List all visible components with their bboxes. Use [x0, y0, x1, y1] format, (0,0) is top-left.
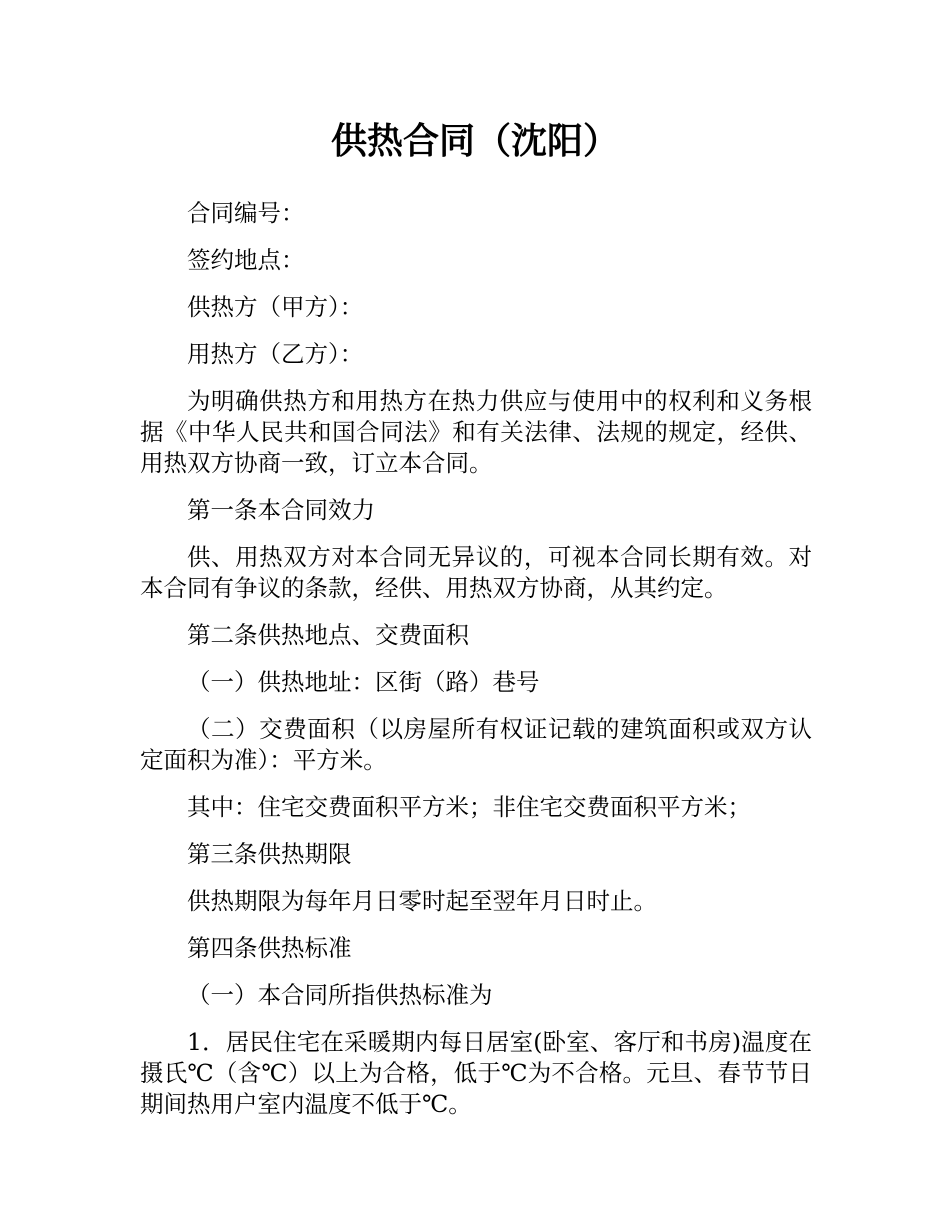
article-1-heading: 第一条本合同效力	[187, 496, 375, 524]
article-4-item-1-clause-1: 1．居民住宅在采暖期内每日居室(卧室、客厅和书房)温度在摄氏℃（含℃）以上为合格，低于℃为不合格。元旦、春节节日期间热用户室内温度不低于℃。	[140, 1028, 812, 1118]
document-title: 供热合同（沈阳）	[330, 121, 619, 162]
article-2-item-1: （一）供热地址：区街（路）巷号	[187, 668, 540, 696]
article-4-heading: 第四条供热标准	[187, 934, 352, 962]
paragraph-party-a: 供热方（甲方）：	[187, 293, 364, 321]
article-3-text: 供热期限为每年月日零时起至翌年月日时止。	[187, 887, 657, 915]
paragraph-preamble: 为明确供热方和用热方在热力供应与使用中的权利和义务根据《中华人民共和国合同法》和有关法律、法规的规定，经供、用热双方协商一致，订立本合同。	[140, 387, 812, 477]
article-2-area-breakdown: 其中：住宅交费面积平方米；非住宅交费面积平方米；	[187, 793, 751, 821]
paragraph-contract-number: 合同编号：	[187, 199, 305, 227]
article-2-item-2: （二）交费面积（以房屋所有权证记载的建筑面积或双方认定面积为准）：平方米。	[140, 715, 812, 774]
paragraph-signing-place: 签约地点：	[187, 246, 305, 274]
article-2-heading: 第二条供热地点、交费面积	[187, 621, 469, 649]
document-body	[140, 198, 812, 1136]
article-3-heading: 第三条供热期限	[187, 840, 352, 868]
paragraph-party-b: 用热方（乙方）：	[187, 340, 364, 368]
article-4-item-1: （一）本合同所指供热标准为	[187, 981, 493, 1009]
article-1-text: 供、用热双方对本合同无异议的，可视本合同长期有效。对本合同有争议的条款，经供、用热双方协商，从其约定。	[140, 543, 812, 602]
